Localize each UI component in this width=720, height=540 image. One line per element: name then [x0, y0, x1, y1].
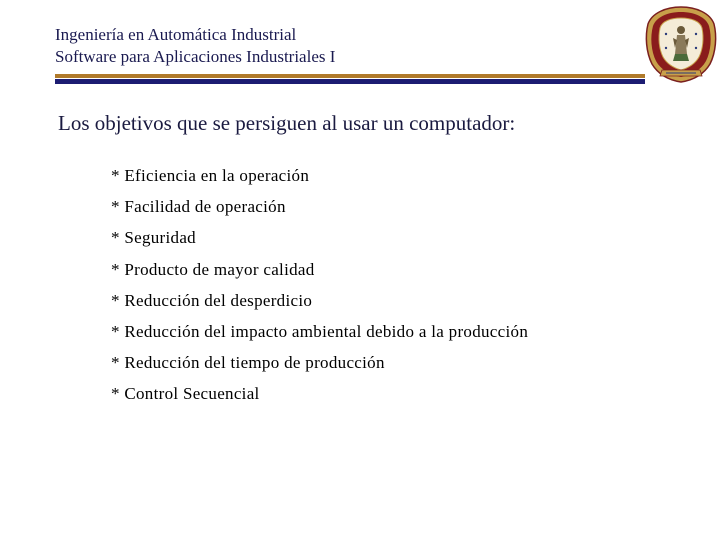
list-item: * Seguridad: [111, 228, 196, 248]
list-item: * Facilidad de operación: [111, 197, 286, 217]
objectives-list: [111, 166, 528, 416]
slide-title: Los objetivos que se persiguen al usar un computador:: [58, 111, 516, 135]
header-rule-blue: [55, 79, 645, 84]
university-crest-icon: [644, 4, 718, 84]
header-program-name: Ingeniería en Automática Industrial: [55, 25, 297, 44]
list-item: * Reducción del impacto ambiental debido a la producción: [111, 321, 529, 341]
list-item: * Reducción del desperdicio: [111, 290, 313, 310]
list-item: * Control Secuencial: [111, 384, 260, 404]
list-item: * Reducción del tiempo de producción: [111, 353, 385, 373]
header-course-name: Software para Aplicaciones Industriales I: [55, 47, 336, 66]
list-item: * Eficiencia en la operación: [111, 166, 310, 185]
header-text: [55, 24, 335, 68]
header-rule-gold: [55, 74, 645, 78]
list-item: * Producto de mayor calidad: [111, 259, 315, 279]
